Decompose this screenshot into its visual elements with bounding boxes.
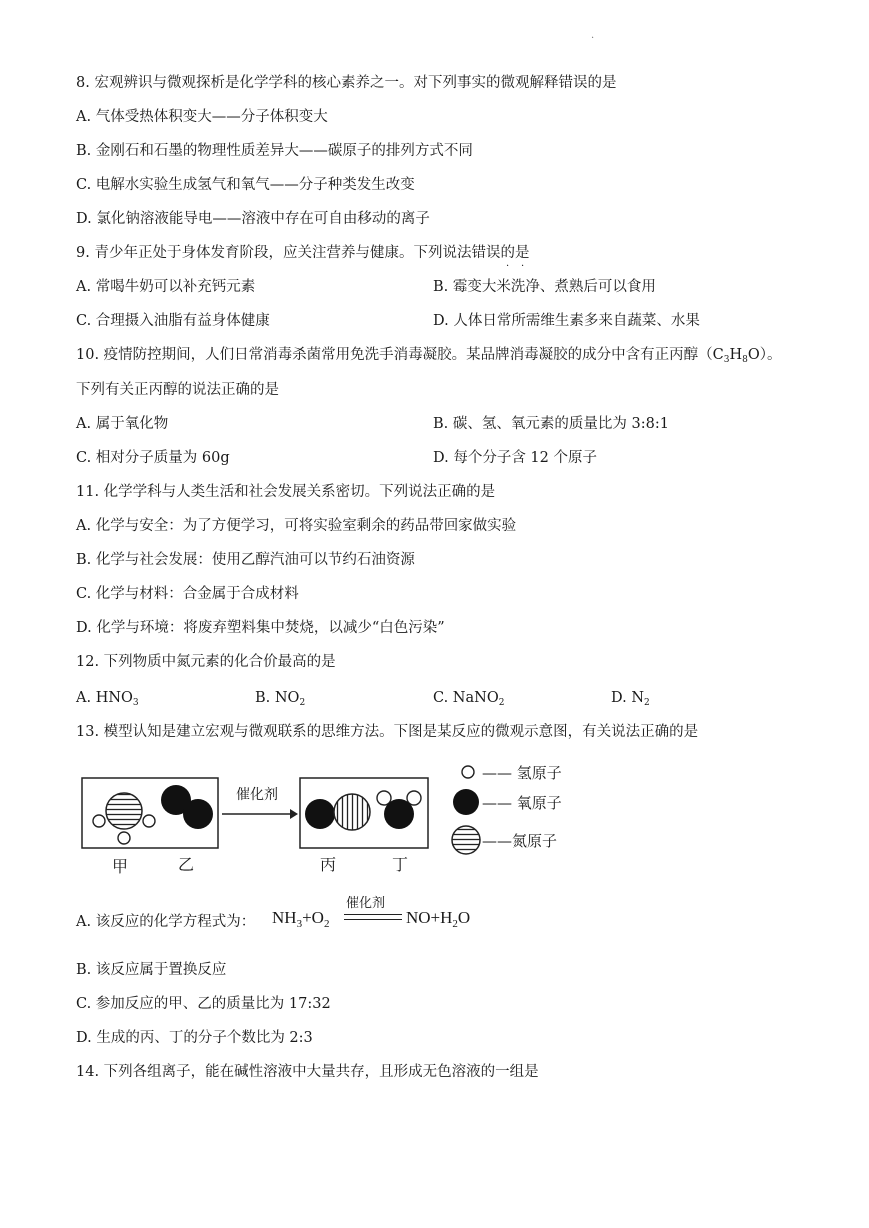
q11-option-a: A. 化学与安全：为了方便学习，可将实验室剩余的药品带回家做实验	[76, 518, 517, 534]
q9-stem: 9. 青少年正处于身体发育阶段，应关注营养与健康。下列说法错误的是	[76, 245, 530, 261]
equation-products: $NO+H_2O$	[406, 908, 471, 930]
hydrogen-atom	[93, 815, 105, 827]
q11-option-d: D. 化学与环境：将废弃塑料集中焚烧，以减少“白色污染”	[76, 620, 445, 636]
nitrogen-atom	[334, 794, 370, 830]
nitrogen-atom	[106, 793, 142, 829]
oxygen-atom	[384, 799, 414, 829]
emphasis-dot: ·	[521, 261, 525, 272]
q8-option-a: A. 气体受热体积变大——分子体积变大	[76, 109, 328, 125]
equation-condition: 催化剂	[346, 896, 386, 911]
q10-option-d: D. 每个分子含 12 个原子	[433, 450, 597, 466]
q11-option-c: C. 化学与材料：合金属于合成材料	[76, 586, 299, 602]
q13-option-c: C. 参加反应的甲、乙的质量比为 17:32	[76, 996, 331, 1012]
label-bing: 丙	[320, 855, 337, 874]
q13-option-b: B. 该反应属于置换反应	[76, 962, 227, 978]
equation-reactants: $NH_3+O_2$	[272, 908, 330, 930]
q10-stem: 10. 疫情防控期间，人们日常消毒杀菌常用免洗手消毒凝胶。某品牌消毒凝胶的成分中含有正丙醇$(C_3H_8O)$。	[76, 347, 782, 365]
q14-stem: 14. 下列各组离子，能在碱性溶液中大量共存，且形成无色溶液的一组是	[76, 1064, 539, 1080]
oxygen-atom	[183, 799, 213, 829]
q11-stem: 11. 化学学科与人类生活和社会发展关系密切。下列说法正确的是	[76, 484, 496, 500]
q12-option-d: D. $N_2$	[611, 690, 650, 708]
legend-nitrogen: ——氮原子	[482, 832, 558, 850]
q13-option-a-lead: A. 该反应的化学方程式为：	[76, 914, 256, 930]
q11-option-b: B. 化学与社会发展：使用乙醇汽油可以节约石油资源	[76, 552, 415, 568]
label-jia: 甲	[112, 857, 129, 876]
label-ding: 丁	[392, 855, 409, 874]
reaction-diagram	[80, 762, 600, 880]
legend-hydrogen-symbol	[462, 766, 474, 778]
oxygen-atom	[305, 799, 335, 829]
hydrogen-atom	[407, 791, 421, 805]
q8-stem: 8. 宏观辨识与微观探析是化学学科的核心素养之一。对下列事实的微观解释错误的是	[76, 75, 617, 91]
q8-option-b: B. 金刚石和石墨的物理性质差异大——碳原子的排列方式不同	[76, 143, 473, 159]
q9-option-b: B. 霉变大米洗净、煮熟后可以食用	[433, 279, 656, 295]
legend-hydrogen: —— 氢原子	[482, 764, 562, 782]
hydrogen-atom	[143, 815, 155, 827]
q10-option-c: C. 相对分子质量为 60g	[76, 450, 230, 466]
q10-option-b: B. 碳、氢、氧元素的质量比为 3:8:1	[433, 416, 669, 432]
q12-option-c: C. NaNO$_2$	[433, 690, 505, 708]
catalyst-label: 催化剂	[236, 787, 278, 803]
q12-option-a: A. $HNO_3$	[76, 690, 139, 708]
hydrogen-atom	[377, 791, 391, 805]
q9-option-a: A. 常喝牛奶可以补充钙元素	[76, 279, 256, 295]
page-dot: .	[591, 30, 595, 41]
hydrogen-atom	[118, 832, 130, 844]
legend-nitrogen-symbol	[452, 826, 480, 854]
legend-oxygen-symbol	[453, 789, 479, 815]
q9-option-c: C. 合理摄入油脂有益身体健康	[76, 313, 270, 329]
q12-stem: 12. 下列物质中氮元素的化合价最高的是	[76, 654, 336, 670]
q12-option-b: B. $NO_2$	[255, 690, 306, 708]
legend-oxygen: —— 氧原子	[482, 794, 562, 812]
q10-option-a: A. 属于氧化物	[76, 416, 169, 432]
equation-equals-sign	[344, 914, 402, 920]
label-yi: 乙	[178, 855, 195, 874]
q9-option-d: D. 人体日常所需维生素多来自蔬菜、水果	[433, 313, 700, 329]
q8-option-d: D. 氯化钠溶液能导电——溶液中存在可自由移动的离子	[76, 211, 430, 227]
q10-stem-line2: 下列有关正丙醇的说法正确的是	[76, 382, 279, 398]
emphasis-dot: ·	[506, 261, 510, 272]
q13-stem: 13. 模型认知是建立宏观与微观联系的思维方法。下图是某反应的微观示意图，有关说法正确的是	[76, 724, 699, 740]
q8-option-c: C. 电解水实验生成氢气和氧气——分子种类发生改变	[76, 177, 415, 193]
q13-option-d: D. 生成的丙、丁的分子个数比为 2:3	[76, 1030, 313, 1046]
